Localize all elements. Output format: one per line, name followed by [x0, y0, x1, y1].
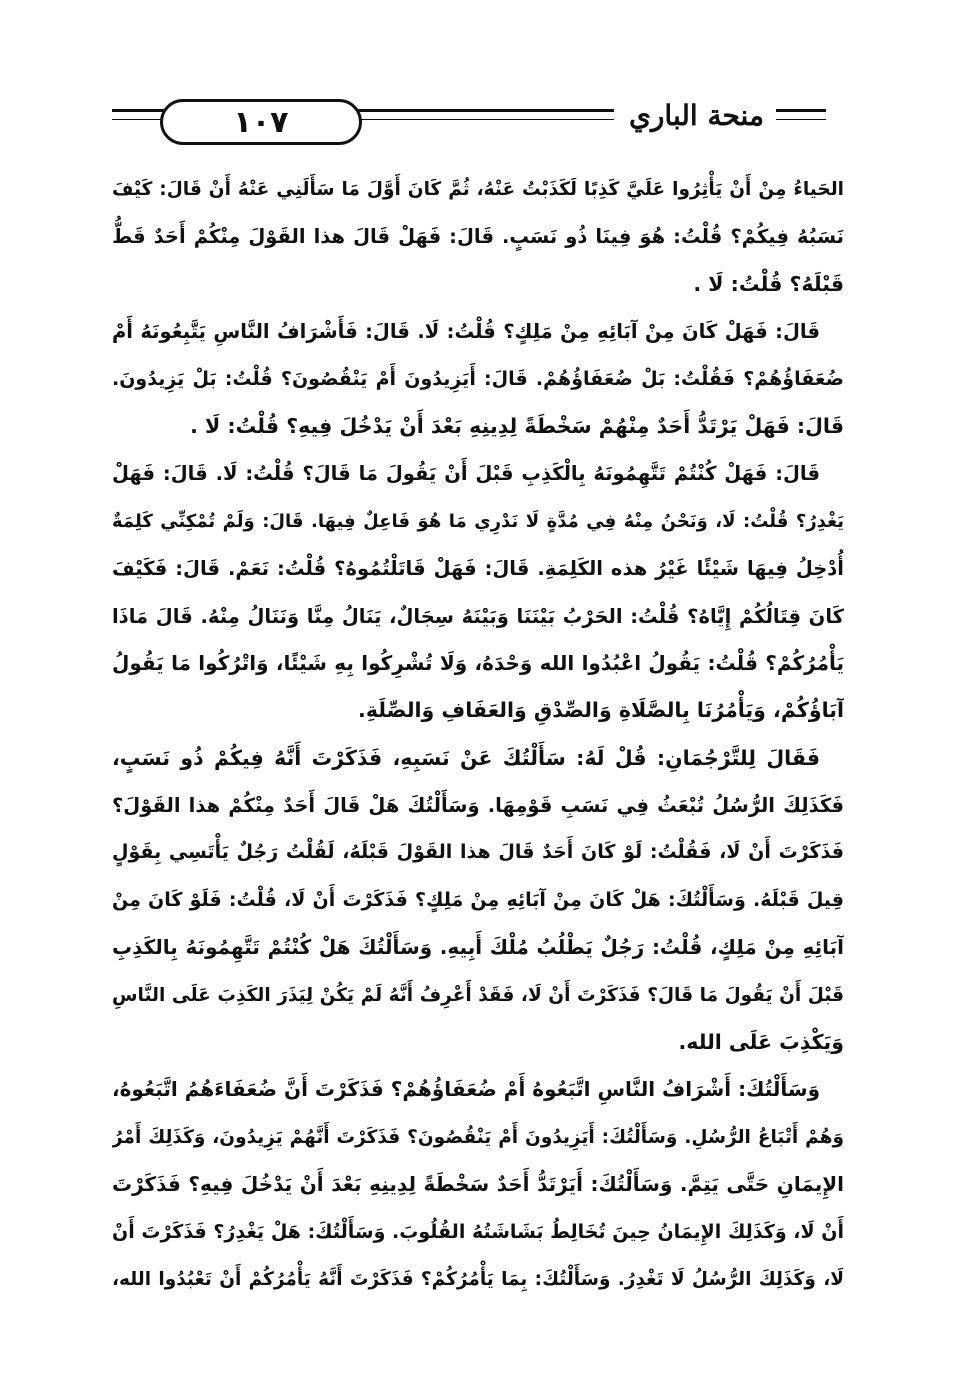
- text-line: أَنْ لَا، وَكَذَلِكَ الإِيمَانُ حِينَ تُخَالِطُ بَشَاشَتُهُ القُلُوبَ. وَسَأَلْتُكَ: هَلْ يَغْدِرُ؟ فَذَكَرْتَ أَنْ: [112, 1220, 844, 1243]
- header-rule-right-top: [776, 109, 826, 112]
- text-line: وَهُمْ أَتْبَاعُ الرُّسُلِ. وَسَأَلْتُكَ: أَيَزِيدُونَ أَمْ يَنْقُصُونَ؟ فَذَكَرْتَ أَنَّهُمْ يَزِيدُونَ، وَكَذَلِكَ أَمْرُ: [112, 1126, 844, 1148]
- paragraph-1: [112, 166, 844, 308]
- text-line: آبَائِهِ مِنْ مَلِكٍ، قُلْتُ: رَجُلٌ يَطْلُبُ مُلْكَ أَبِيهِ. وَسَأَلْتُكَ هَلْ كُنْتُمْ تَتَّهِمُونَهُ بِالكَذِبِ: [112, 935, 844, 960]
- book-title: منحة الباري: [628, 99, 764, 132]
- text-line: كَانَ قِتَالُكُمْ إِيَّاهُ؟ قُلْتُ: الحَرْبُ بَيْنَنَا وَبَيْنَهُ سِجَالٌ، يَنَالُ مِنَّا وَنَنَالُ مِنْهُ. قَالَ مَاذَا: [112, 604, 844, 628]
- text-line: نَسَبُهُ فِيكُمْ؟ قُلْتُ: هُوَ فِينَا ذُو نَسَبٍ. قَالَ: فَهَلْ قَالَ هذا القَوْلَ مِنْكُمْ أَحَدٌ قَطُّ: [112, 225, 844, 249]
- text-line: فَقَالَ لِلتَّرْجُمَانِ: قُلْ لَهُ: سَأَلْتُكَ عَنْ نَسَبِهِ، فَذَكَرْتَ أَنَّهُ فِيكُمْ ذُو نَسَبٍ،: [112, 745, 820, 770]
- text-line: يَأْمُرُكُمْ؟ قُلْتُ: يَقُولُ اعْبُدُوا الله وَحْدَهُ، وَلَا تُشْرِكُوا بِهِ شَيْئًا، وَاتْرُكُوا مَا يَقُولُ: [112, 650, 844, 675]
- text-line: أُدْخِلُ فِيهَا شَيْئًا غَيْرُ هذه الكَلِمَةِ. قَالَ: فَهَلْ قَاتَلْتُمُوهُ؟ قُلْتُ: نَعَمْ. قَالَ: فَكَيْفَ: [112, 557, 844, 581]
- header-rule-middle-bottom: [352, 119, 614, 120]
- text-line: قَبْلَ أَنْ يَقُولَ مَا قَالَ؟ فَذَكَرْتَ أَنْ لَا، فَقَدْ أَعْرِفُ أَنَّهُ لَمْ يَكُنْ لِيَذَرَ الكَذِبَ عَلَى النَّاسِ: [112, 984, 844, 1006]
- text-line: الحَياءُ مِنْ أَنْ يَأْثِرُوا عَلَيَّ كَذِبًا لَكَذَبْتُ عَنْهُ، ثُمَّ كَانَ أَوَّلَ مَا سَأَلَنِي عَنْهُ أَنْ قَالَ: كَيْفَ: [112, 179, 844, 200]
- page-number: ١٠٧: [233, 104, 289, 140]
- running-header: [112, 95, 826, 147]
- text-line: آبَاؤُكُمْ، وَيَأْمُرُنَا بِالصَّلَاةِ وَالصِّدْقِ وَالعَفَافِ وَالصِّلَةِ.: [358, 698, 844, 723]
- text-line: وَيَكْذِبَ عَلَى الله.: [678, 1030, 844, 1055]
- header-rule-right-bottom: [776, 119, 826, 120]
- text-line: الإِيمَانِ حَتَّى يَتِمَّ. وَسَأَلْتُكَ: أَيَرْتَدُّ أَحَدٌ سَخْطَةً لِدِينِهِ بَعْدَ أَنْ يَدْخُلَ فِيهِ؟ فَذَكَرْتَ: [112, 1172, 844, 1197]
- header-rule-middle-top: [352, 109, 614, 112]
- page-number-badge: [160, 99, 362, 145]
- paragraph-3: [112, 450, 844, 734]
- text-line: فَذَكَرْتَ أَنْ لَا، فَقُلْتُ: لَوْ كَانَ أَحَدٌ قَالَ هذا القَوْلَ قَبْلَهُ، لَقُلْتُ رَجُلٌ يَأْتَسِي بِقَوْلٍ: [112, 841, 844, 864]
- body-text: [112, 166, 844, 1303]
- text-line: قَالَ: فَهَلْ يَرْتَدُّ أَحَدٌ مِنْهُمْ سَخْطَةً لِدِينِهِ بَعْدَ أَنْ يَدْخُلَ فِيهِ؟ قُلْتُ: لَا .: [190, 413, 844, 438]
- header-rule-left-top: [112, 109, 168, 112]
- text-line: فَكَذَلِكَ الرُّسُلُ تُبْعَثُ فِي نَسَبِ قَوْمِهَا. وَسَأَلْتُكَ هَلْ قَالَ أَحَدٌ مِنْكُمْ هذا القَوْلَ؟: [112, 794, 844, 818]
- text-line: قَبْلَهُ؟ قُلْتُ: لَا .: [693, 271, 844, 296]
- text-line: لَا، وَكَذَلِكَ الرُّسُلُ لَا تَغْدِرُ. وَسَأَلْتُكَ: بِمَا يَأْمُرُكُمْ؟ فَذَكَرْتَ أَنَّهُ يَأْمُرُكُمْ أَنْ تَعْبُدُوا الله،: [112, 1268, 844, 1290]
- text-line: وَسَأَلْتُكَ: أَشْرَافُ النَّاسِ اتَّبَعُوهُ أَمْ ضُعَفَاؤُهُمْ؟ فَذَكَرْتَ أَنَّ ضُعَفَاءَهُمُ اتَّبَعُوهُ،: [112, 1077, 820, 1102]
- paragraph-5: [112, 1066, 844, 1303]
- paragraph-2: [112, 308, 844, 450]
- paragraph-4: [112, 735, 844, 1067]
- text-line: قَالَ: فَهَلْ كُنْتُمْ تَتَّهِمُونَهُ بِالْكَذِبِ قَبْلَ أَنْ يَقُولَ مَا قَالَ؟ قُلْتُ: لَا. قَالَ: فَهَلْ: [112, 462, 820, 486]
- text-line: قَالَ: فَهَلْ كَانَ مِنْ آبَائِهِ مِنْ مَلِكٍ؟ قُلْتُ: لَا. قَالَ: فَأَشْرَافُ النَّاسِ يَتَّبِعُونَهُ أَمْ: [112, 320, 820, 344]
- text-line: قِيلَ قَبْلَهُ. وَسَأَلْتُكَ: هَلْ كَانَ مِنْ آبَائِهِ مِنْ مَلِكٍ؟ فَذَكَرْتَ أَنْ لَا، قُلْتُ: فَلَوْ كَانَ مِنْ: [112, 888, 844, 911]
- text-line: يَغْدِرُ؟ قُلْتُ: لَا، وَنَحْنُ مِنْهُ فِي مُدَّةٍ لَا نَدْرِي مَا هُوَ فَاعِلٌ فِيهَا. قَالَ: وَلَمْ تُمْكِنِّي كَلِمَةٌ: [112, 510, 844, 532]
- text-line: ضُعَفَاؤُهُمْ؟ فَقُلْتُ: بَلْ ضُعَفَاؤُهُمْ. قَالَ: أَيَزِيدُونَ أَمْ يَنْقُصُونَ؟ قُلْتُ: بَلْ يَزِيدُونَ.: [112, 367, 844, 390]
